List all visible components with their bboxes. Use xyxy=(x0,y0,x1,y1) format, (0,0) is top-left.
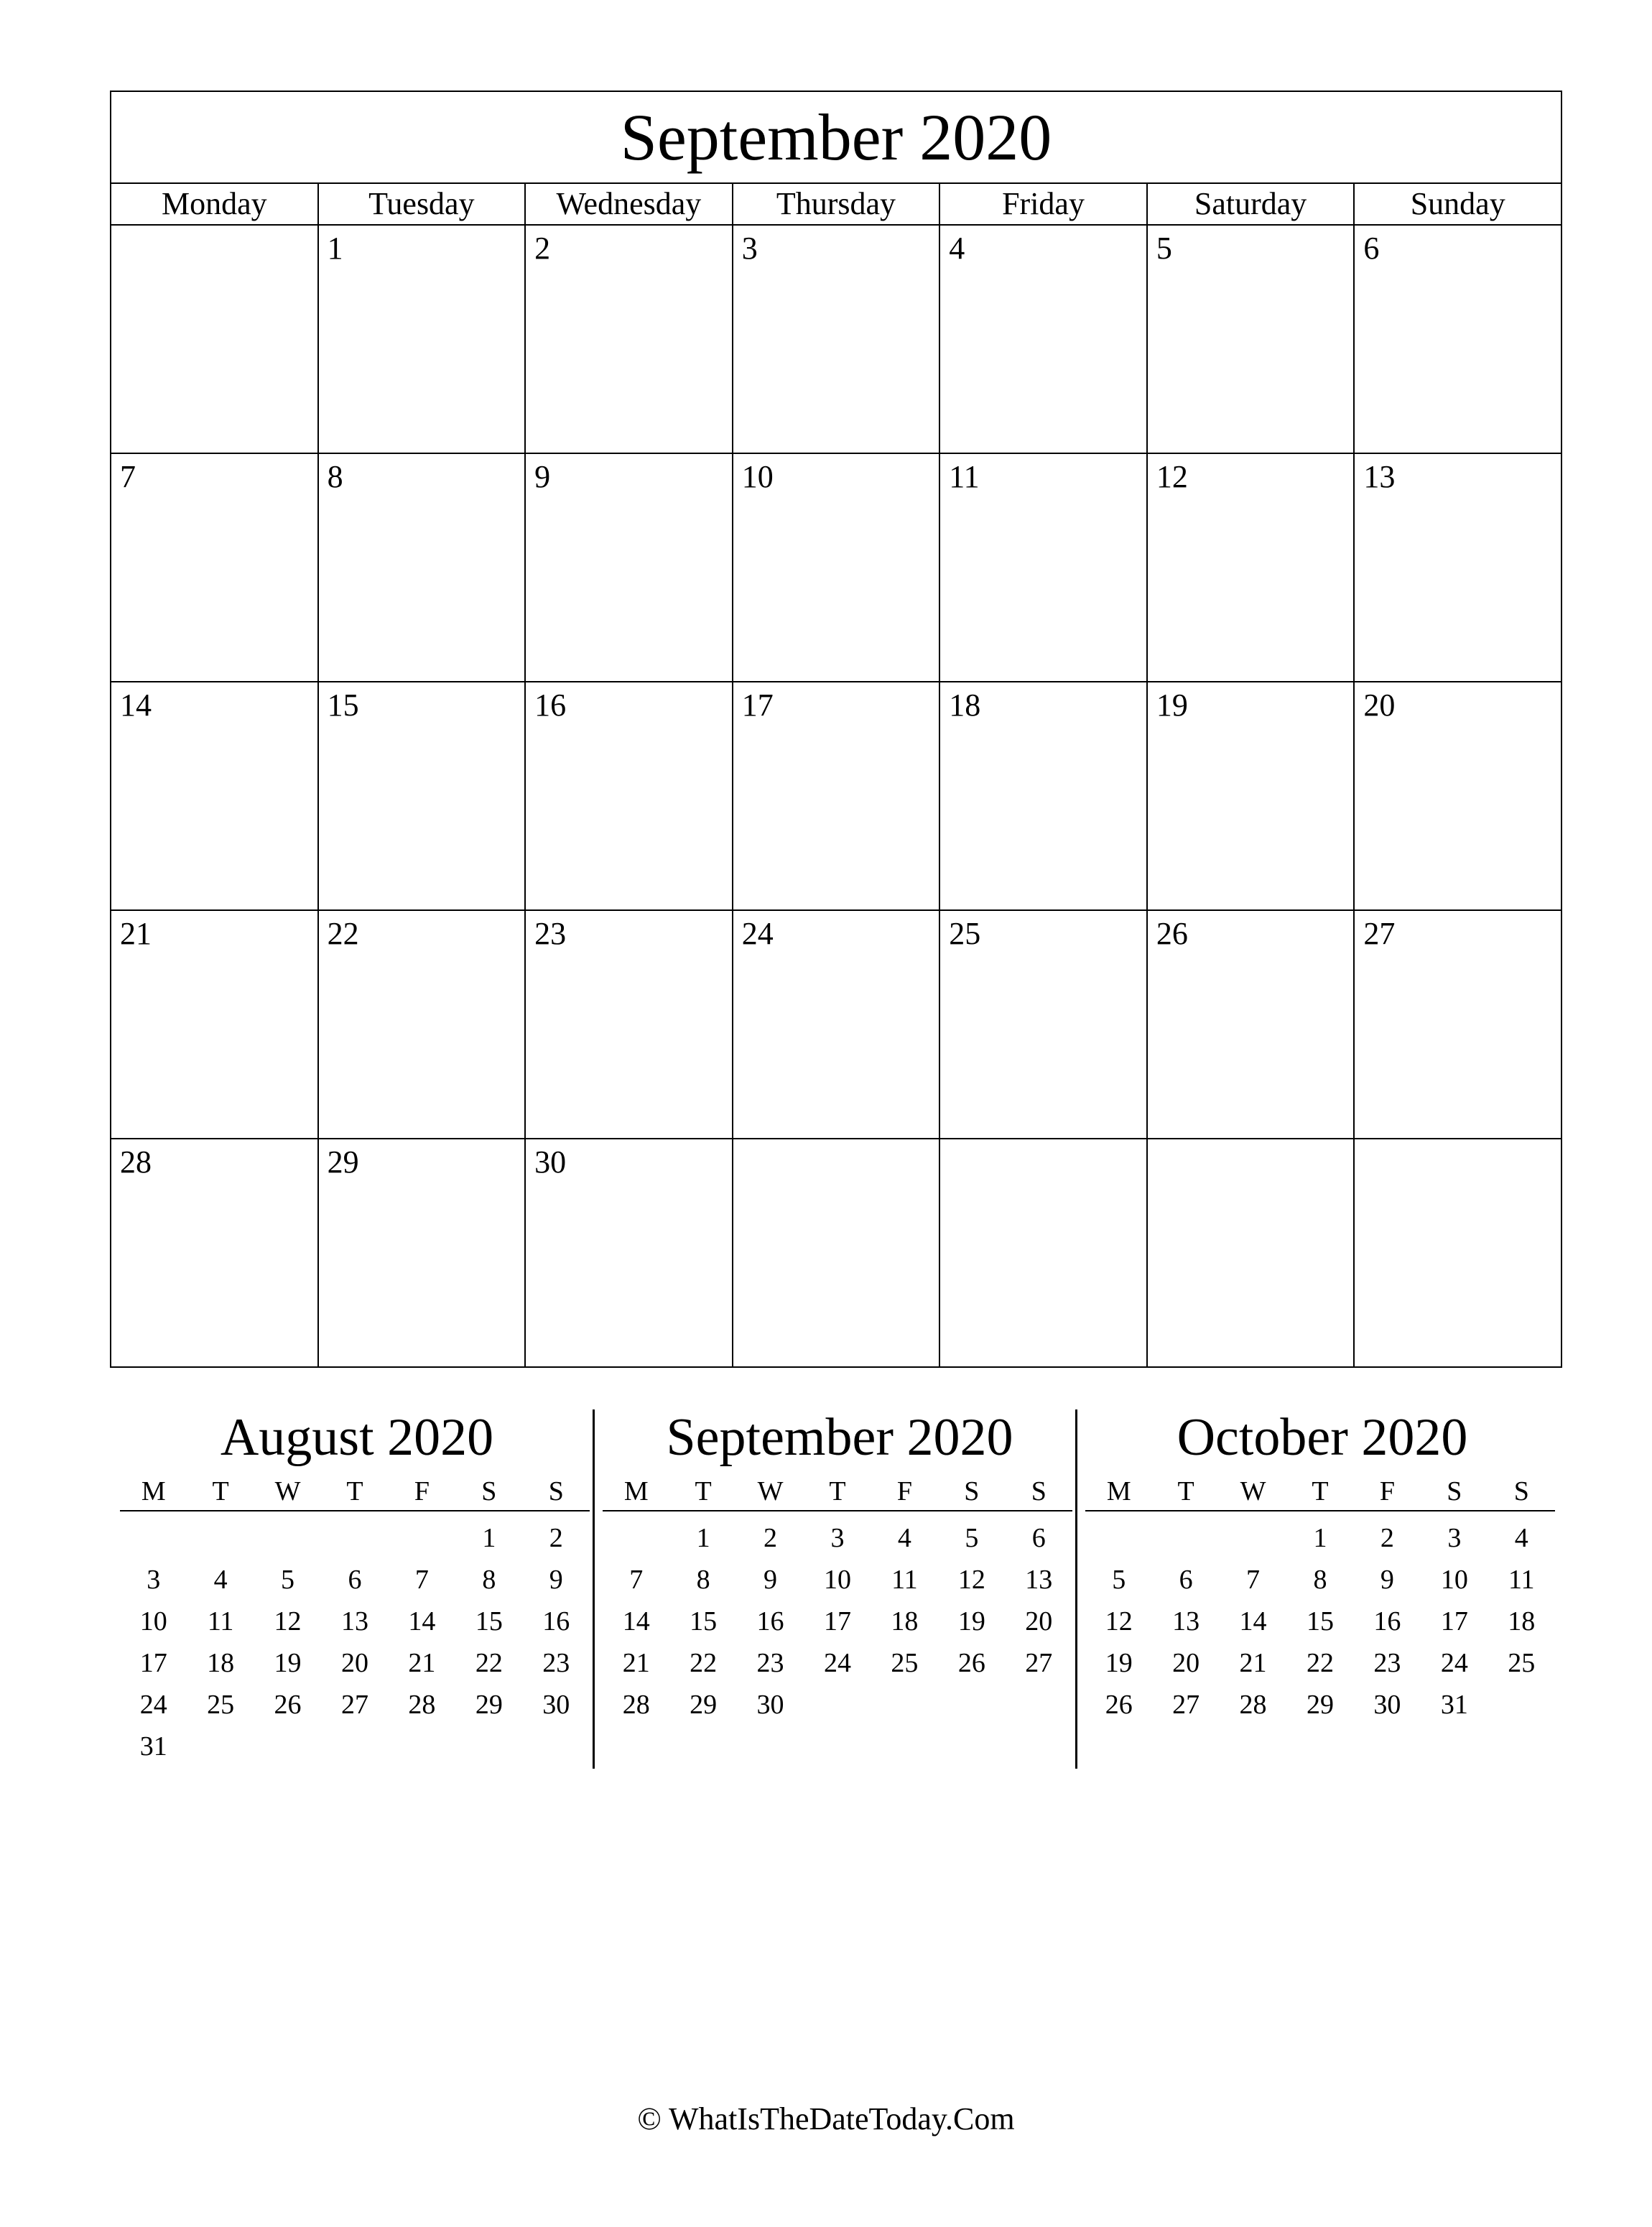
mini-day: 12 xyxy=(274,1606,302,1636)
mini-day xyxy=(1152,1511,1219,1559)
weekday-label: Saturday xyxy=(1147,183,1355,225)
day-number: 7 xyxy=(120,459,136,494)
mini-weekday-label: M xyxy=(603,1473,669,1511)
mini-day: 19 xyxy=(274,1648,302,1678)
mini-day: 15 xyxy=(690,1606,718,1636)
day-number: 26 xyxy=(1156,916,1188,951)
mini-day: 4 xyxy=(1514,1523,1528,1553)
mini-day: 21 xyxy=(622,1648,650,1678)
mini-day: 11 xyxy=(1508,1565,1535,1595)
mini-week-row xyxy=(1085,1684,1555,1726)
mini-day xyxy=(254,1511,321,1559)
mini-day: 29 xyxy=(1306,1690,1334,1720)
mini-day: 10 xyxy=(139,1606,167,1636)
mini-day xyxy=(321,1511,388,1559)
mini-day xyxy=(187,1511,254,1559)
mini-day: 16 xyxy=(542,1606,570,1636)
mini-day: 28 xyxy=(408,1690,436,1720)
mini-week-row xyxy=(120,1684,590,1726)
mini-day xyxy=(254,1726,321,1767)
day-cell xyxy=(1147,225,1355,453)
mini-day xyxy=(120,1511,187,1559)
day-cell xyxy=(525,1139,733,1367)
mini-week-row xyxy=(603,1642,1072,1684)
week-row xyxy=(111,1139,1561,1367)
mini-day: 4 xyxy=(897,1523,911,1553)
mini-day: 10 xyxy=(1440,1565,1468,1595)
week-row xyxy=(111,225,1561,453)
mini-day xyxy=(1085,1511,1152,1559)
week-row xyxy=(111,682,1561,910)
day-cell xyxy=(318,1139,526,1367)
main-calendar xyxy=(110,91,1562,1368)
mini-calendar-title: August 2020 xyxy=(220,1408,494,1467)
mini-day: 24 xyxy=(139,1690,167,1720)
mini-day: 14 xyxy=(1239,1606,1267,1636)
day-cell xyxy=(525,453,733,682)
mini-day: 15 xyxy=(475,1606,503,1636)
day-number: 17 xyxy=(741,687,774,723)
mini-day xyxy=(603,1511,669,1559)
mini-day: 22 xyxy=(1306,1648,1334,1678)
mini-day: 6 xyxy=(1179,1565,1193,1595)
mini-day: 1 xyxy=(1313,1523,1327,1553)
mini-week-row xyxy=(603,1601,1072,1642)
mini-day: 5 xyxy=(281,1565,295,1595)
mini-day: 11 xyxy=(891,1565,918,1595)
mini-day xyxy=(321,1726,388,1767)
mini-day xyxy=(389,1511,455,1559)
copyright-footer: © WhatIsTheDateToday.Com xyxy=(637,2101,1015,2136)
day-cell xyxy=(111,225,318,453)
mini-day: 21 xyxy=(408,1648,436,1678)
mini-day: 14 xyxy=(622,1606,650,1636)
mini-week-row xyxy=(120,1726,590,1767)
day-cell xyxy=(111,453,318,682)
day-number: 8 xyxy=(327,459,343,494)
mini-weekday-label: F xyxy=(1354,1473,1421,1511)
day-cell xyxy=(733,682,940,910)
mini-calendar-row xyxy=(110,1401,1562,1774)
day-number: 2 xyxy=(534,231,551,266)
day-cell xyxy=(111,1139,318,1367)
mini-weekday-label: S xyxy=(1006,1473,1072,1511)
day-cell xyxy=(939,910,1147,1139)
mini-day: 28 xyxy=(622,1690,650,1720)
mini-day: 2 xyxy=(1380,1523,1394,1553)
mini-calendar-grid xyxy=(1085,1473,1555,1726)
mini-day: 6 xyxy=(1031,1523,1046,1553)
day-number: 21 xyxy=(120,916,152,951)
mini-day: 4 xyxy=(213,1565,228,1595)
mini-day xyxy=(187,1726,254,1767)
mini-day xyxy=(804,1684,871,1726)
mini-day: 22 xyxy=(690,1648,718,1678)
mini-week-row xyxy=(603,1511,1072,1559)
mini-day: 19 xyxy=(957,1606,985,1636)
weekday-label: Thursday xyxy=(733,183,940,225)
day-number: 29 xyxy=(327,1144,359,1180)
day-number: 13 xyxy=(1363,459,1396,494)
mini-weekday-label: S xyxy=(1421,1473,1488,1511)
day-number: 30 xyxy=(534,1144,567,1180)
day-number: 12 xyxy=(1156,459,1188,494)
mini-weekday-label: S xyxy=(938,1473,1005,1511)
day-number: 25 xyxy=(949,916,981,951)
day-cell xyxy=(733,910,940,1139)
mini-day: 30 xyxy=(542,1690,570,1720)
mini-calendar-current-month xyxy=(603,1401,1077,1774)
day-number: 18 xyxy=(949,687,981,723)
mini-day: 13 xyxy=(340,1606,368,1636)
mini-day: 23 xyxy=(542,1648,570,1678)
day-number xyxy=(940,1139,1146,1147)
mini-week-row xyxy=(120,1642,590,1684)
mini-day xyxy=(455,1726,522,1767)
day-number: 28 xyxy=(120,1144,152,1180)
day-cell xyxy=(1147,682,1355,910)
day-cell xyxy=(111,910,318,1139)
day-cell xyxy=(733,1139,940,1367)
mini-day: 13 xyxy=(1172,1606,1200,1636)
mini-weekday-label: T xyxy=(187,1473,254,1511)
mini-day xyxy=(938,1684,1005,1726)
mini-day: 3 xyxy=(1447,1523,1462,1553)
mini-day: 12 xyxy=(1105,1606,1133,1636)
mini-weekday-label: F xyxy=(871,1473,938,1511)
day-number: 19 xyxy=(1156,687,1188,723)
weekday-label: Friday xyxy=(939,183,1147,225)
mini-calendar-title: October 2020 xyxy=(1177,1408,1468,1467)
day-number: 3 xyxy=(741,231,758,266)
mini-day: 2 xyxy=(549,1523,563,1553)
mini-day: 24 xyxy=(1440,1648,1468,1678)
day-number xyxy=(1148,1139,1354,1147)
mini-calendar-grid xyxy=(603,1473,1072,1726)
mini-day: 1 xyxy=(696,1523,710,1553)
day-cell xyxy=(525,225,733,453)
mini-day: 25 xyxy=(207,1690,235,1720)
mini-day: 16 xyxy=(756,1606,784,1636)
mini-weekday-label: W xyxy=(737,1473,804,1511)
mini-day xyxy=(1220,1511,1286,1559)
mini-week-row xyxy=(120,1559,590,1601)
day-number: 9 xyxy=(534,459,551,494)
mini-weekday-label: T xyxy=(1152,1473,1219,1511)
day-number: 6 xyxy=(1363,231,1380,266)
mini-week-row xyxy=(1085,1601,1555,1642)
mini-weekday-row xyxy=(603,1473,1072,1511)
mini-calendar-divider xyxy=(1075,1409,1077,1769)
mini-day: 29 xyxy=(475,1690,503,1720)
day-number: 16 xyxy=(534,687,567,723)
day-cell xyxy=(939,682,1147,910)
mini-day: 7 xyxy=(1246,1565,1261,1595)
mini-day: 30 xyxy=(756,1690,784,1720)
mini-day: 5 xyxy=(965,1523,979,1553)
week-row xyxy=(111,910,1561,1139)
mini-weekday-label: S xyxy=(455,1473,522,1511)
day-cell xyxy=(733,453,940,682)
mini-week-row xyxy=(1085,1511,1555,1559)
mini-weekday-label: S xyxy=(523,1473,590,1511)
mini-day xyxy=(389,1726,455,1767)
day-number xyxy=(1355,1139,1561,1147)
mini-day: 13 xyxy=(1025,1565,1053,1595)
mini-day: 27 xyxy=(1172,1690,1200,1720)
day-cell xyxy=(1354,225,1561,453)
day-number xyxy=(733,1139,939,1147)
day-cell xyxy=(1354,682,1561,910)
day-number: 22 xyxy=(327,916,359,951)
mini-day: 26 xyxy=(1105,1690,1133,1720)
mini-day: 11 xyxy=(207,1606,234,1636)
mini-week-row xyxy=(603,1559,1072,1601)
mini-day: 26 xyxy=(274,1690,302,1720)
mini-day: 5 xyxy=(1112,1565,1126,1595)
day-cell xyxy=(1354,1139,1561,1367)
mini-day: 24 xyxy=(823,1648,851,1678)
day-cell xyxy=(939,1139,1147,1367)
day-cell xyxy=(318,225,526,453)
day-cell xyxy=(1354,453,1561,682)
weekday-header-row xyxy=(111,183,1561,225)
day-number: 11 xyxy=(949,459,980,494)
mini-day: 1 xyxy=(482,1523,496,1553)
mini-day: 3 xyxy=(830,1523,845,1553)
mini-day: 20 xyxy=(1025,1606,1053,1636)
day-number: 27 xyxy=(1363,916,1396,951)
mini-day: 27 xyxy=(1025,1648,1053,1678)
mini-week-row xyxy=(120,1601,590,1642)
day-cell xyxy=(318,453,526,682)
mini-day: 16 xyxy=(1373,1606,1401,1636)
mini-day: 19 xyxy=(1105,1648,1133,1678)
mini-day xyxy=(1006,1684,1072,1726)
mini-day: 17 xyxy=(823,1606,851,1636)
week-row xyxy=(111,453,1561,682)
mini-day: 9 xyxy=(549,1565,563,1595)
day-number: 10 xyxy=(741,459,774,494)
mini-day xyxy=(523,1726,590,1767)
main-calendar-title: September 2020 xyxy=(111,91,1561,183)
mini-day: 9 xyxy=(1380,1565,1394,1595)
mini-day: 6 xyxy=(348,1565,362,1595)
mini-calendar-previous-month xyxy=(120,1401,594,1774)
day-number xyxy=(111,226,317,233)
mini-day xyxy=(1488,1684,1555,1726)
mini-day: 25 xyxy=(891,1648,919,1678)
day-cell xyxy=(939,453,1147,682)
mini-day: 7 xyxy=(629,1565,644,1595)
mini-day: 30 xyxy=(1373,1690,1401,1720)
day-cell xyxy=(733,225,940,453)
mini-calendar-title: September 2020 xyxy=(666,1408,1013,1467)
mini-weekday-label: T xyxy=(1286,1473,1353,1511)
mini-day: 31 xyxy=(139,1731,167,1761)
mini-day: 20 xyxy=(1172,1648,1200,1678)
mini-day: 27 xyxy=(340,1690,368,1720)
mini-day: 17 xyxy=(139,1648,167,1678)
mini-weekday-label: T xyxy=(321,1473,388,1511)
mini-weekday-label: T xyxy=(669,1473,736,1511)
mini-day: 18 xyxy=(1508,1606,1536,1636)
day-cell xyxy=(1354,910,1561,1139)
weekday-label: Wednesday xyxy=(525,183,733,225)
mini-week-row xyxy=(1085,1642,1555,1684)
mini-weekday-label: M xyxy=(120,1473,187,1511)
mini-weekday-label: W xyxy=(1220,1473,1286,1511)
mini-weekday-label: S xyxy=(1488,1473,1555,1511)
day-cell xyxy=(525,682,733,910)
mini-day: 25 xyxy=(1508,1648,1536,1678)
weekday-label: Tuesday xyxy=(318,183,526,225)
weekday-label: Sunday xyxy=(1354,183,1561,225)
day-number: 23 xyxy=(534,916,567,951)
day-number: 1 xyxy=(327,231,343,266)
mini-day: 20 xyxy=(340,1648,368,1678)
mini-week-row xyxy=(1085,1559,1555,1601)
mini-day: 18 xyxy=(891,1606,919,1636)
day-number: 15 xyxy=(327,687,359,723)
mini-calendar-next-month xyxy=(1085,1401,1559,1774)
mini-day: 8 xyxy=(696,1565,710,1595)
mini-day: 7 xyxy=(414,1565,429,1595)
day-cell xyxy=(318,910,526,1139)
mini-calendar-grid xyxy=(120,1473,590,1767)
mini-day: 28 xyxy=(1239,1690,1267,1720)
mini-day: 8 xyxy=(1313,1565,1327,1595)
day-cell xyxy=(318,682,526,910)
mini-day: 8 xyxy=(482,1565,496,1595)
day-number: 5 xyxy=(1156,231,1172,266)
mini-week-row xyxy=(120,1511,590,1559)
mini-day: 18 xyxy=(207,1648,235,1678)
mini-weekday-label: W xyxy=(254,1473,321,1511)
mini-calendar-divider xyxy=(593,1409,595,1769)
day-number: 4 xyxy=(949,231,965,266)
weekday-label: Monday xyxy=(111,183,318,225)
mini-weekday-row xyxy=(1085,1473,1555,1511)
mini-weekday-label: M xyxy=(1085,1473,1152,1511)
mini-day: 2 xyxy=(764,1523,778,1553)
mini-weekday-label: F xyxy=(389,1473,455,1511)
day-cell xyxy=(111,682,318,910)
mini-day: 26 xyxy=(957,1648,985,1678)
mini-day: 29 xyxy=(690,1690,718,1720)
mini-day: 9 xyxy=(764,1565,778,1595)
day-number: 20 xyxy=(1363,687,1396,723)
mini-day: 17 xyxy=(1440,1606,1468,1636)
mini-day: 10 xyxy=(823,1565,851,1595)
day-cell xyxy=(1147,910,1355,1139)
day-cell xyxy=(939,225,1147,453)
mini-day: 12 xyxy=(957,1565,985,1595)
day-cell xyxy=(1147,1139,1355,1367)
mini-day: 21 xyxy=(1239,1648,1267,1678)
mini-day: 3 xyxy=(147,1565,161,1595)
mini-day: 14 xyxy=(408,1606,436,1636)
mini-day: 23 xyxy=(1373,1648,1401,1678)
day-cell xyxy=(1147,453,1355,682)
day-number: 24 xyxy=(741,916,774,951)
mini-day: 31 xyxy=(1440,1690,1468,1720)
mini-day: 15 xyxy=(1306,1606,1334,1636)
mini-day: 23 xyxy=(756,1648,784,1678)
mini-weekday-row xyxy=(120,1473,590,1511)
mini-day xyxy=(871,1684,938,1726)
mini-weekday-label: T xyxy=(804,1473,871,1511)
mini-week-row xyxy=(603,1684,1072,1726)
day-cell xyxy=(525,910,733,1139)
mini-day: 22 xyxy=(475,1648,503,1678)
day-number: 14 xyxy=(120,687,152,723)
